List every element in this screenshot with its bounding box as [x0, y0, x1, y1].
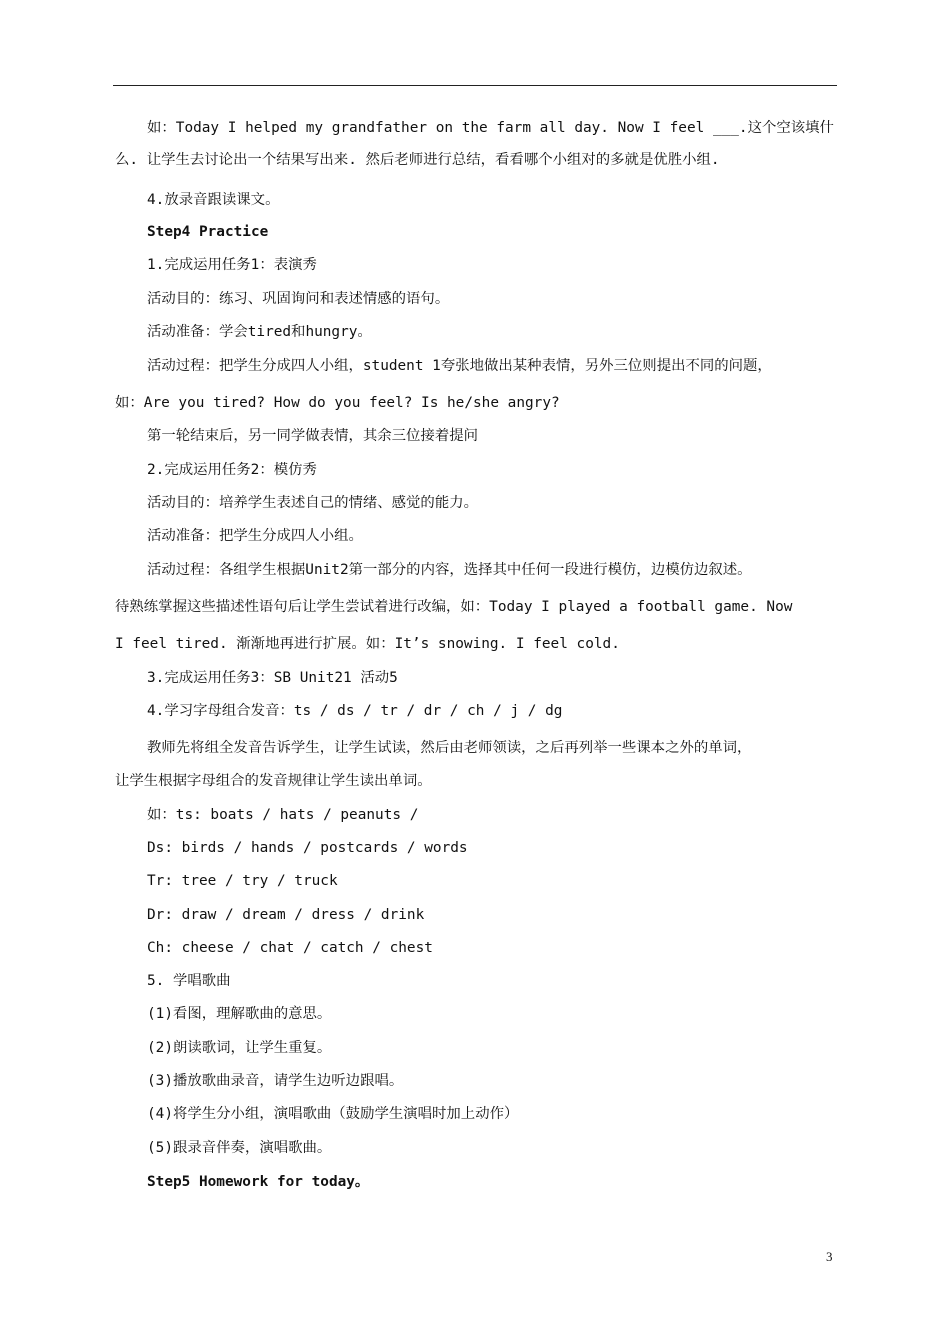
- text-line: (1)看图，理解歌曲的意思。: [147, 1006, 332, 1022]
- text-line: 4.学习字母组合发音：ts / ds / tr / dr / ch / j / dg: [147, 703, 563, 719]
- text-line: (3)播放歌曲录音，请学生边听边跟唱。: [147, 1073, 404, 1089]
- text-line: (2)朗读歌词，让学生重复。: [147, 1040, 332, 1056]
- text-line: 活动过程：各组学生根据Unit2第一部分的内容，选择其中任何一段进行模仿，边模仿边叙述。: [147, 562, 752, 578]
- text-line: 教师先将组全发音告诉学生，让学生试读，然后由老师领读，之后再列举一些课本之外的单词，: [147, 740, 752, 756]
- text-line: 2.完成运用任务2：模仿秀: [147, 462, 317, 478]
- header-rule: [113, 85, 837, 86]
- text-line: Tr: tree / try / truck: [147, 873, 338, 889]
- text-line: 第一轮结束后，另一同学做表情，其余三位接着提问: [147, 428, 478, 444]
- page-number: 3: [826, 1249, 833, 1264]
- text-line: 活动准备：学会tired和hungry。: [147, 324, 372, 340]
- text-line: 3.完成运用任务3：SB Unit21 活动5: [147, 670, 398, 686]
- section-heading: Step4 Practice: [147, 224, 269, 240]
- text-line: Ch: cheese / chat / catch / chest: [147, 940, 433, 956]
- text-line: 4.放录音跟读课文。: [147, 192, 280, 208]
- text-line: Ds: birds / hands / postcards / words: [147, 840, 468, 856]
- text-line: 如：Are you tired? How do you feel? Is he/she angry?: [115, 395, 560, 411]
- text-line: 5. 学唱歌曲: [147, 973, 231, 989]
- text-line: Dr: draw / dream / dress / drink: [147, 907, 425, 923]
- text-line: (5)跟录音伴奏，演唱歌曲。: [147, 1140, 332, 1156]
- text-line: 1.完成运用任务1：表演秀: [147, 257, 317, 273]
- text-line: 待熟练掌握这些描述性语句后让学生尝试着进行改编，如：Today I played a football game. Now: [115, 599, 793, 615]
- text-line: (4)将学生分小组，演唱歌曲（鼓励学生演唱时加上动作）: [147, 1106, 519, 1122]
- text-line: 活动准备：把学生分成四人小组。: [147, 528, 363, 544]
- text-line: 活动过程：把学生分成四人小组，student 1夸张地做出某种表情，另外三位则提出不同的问题，: [147, 358, 772, 374]
- text-line: 如：ts: boats / hats / peanuts /: [147, 807, 419, 823]
- text-line: 让学生根据字母组合的发音规律让学生读出单词。: [115, 773, 432, 789]
- text-line: 如：Today I helped my grandfather on the farm all day. Now I feel ___.这个空该填什: [147, 120, 834, 136]
- section-heading: Step5 Homework for today。: [147, 1174, 370, 1190]
- text-line: I feel tired. 渐渐地再进行扩展。如：It’s snowing. I feel cold.: [115, 636, 620, 652]
- text-line: 活动目的：练习、巩固询问和表述情感的语句。: [147, 291, 450, 307]
- text-line: 么. 让学生去讨论出一个结果写出来. 然后老师进行总结，看看哪个小组对的多就是优胜小组.: [115, 152, 720, 168]
- text-line: 活动目的：培养学生表述自己的情绪、感觉的能力。: [147, 495, 478, 511]
